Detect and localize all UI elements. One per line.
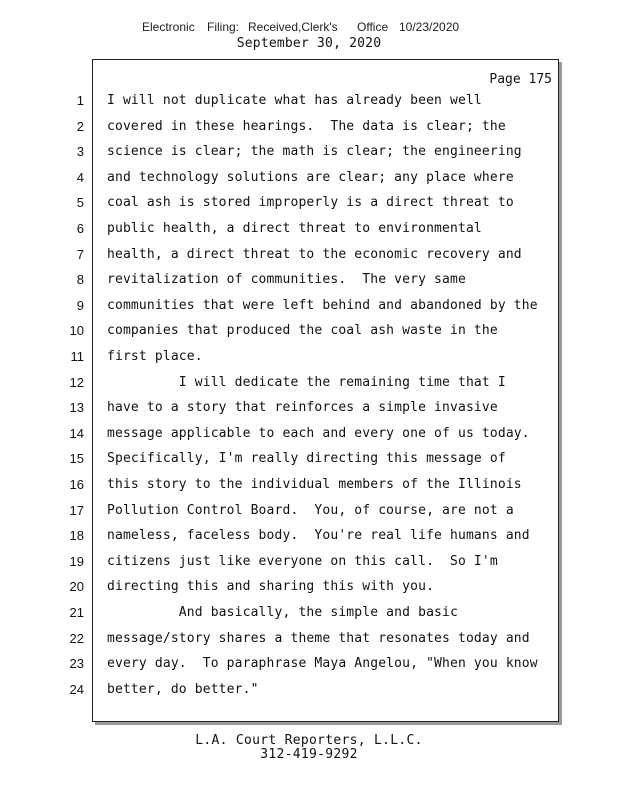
line-text: nameless, faceless body. You're real life humans and — [107, 528, 530, 544]
transcript-line — [0, 372, 618, 398]
line-text: public health, a direct threat to environmental — [107, 221, 482, 236]
line-number: 9 — [76, 297, 84, 313]
transcript-line — [0, 320, 618, 346]
line-number: 21 — [69, 605, 84, 620]
transcript-line — [0, 628, 618, 654]
transcript-line — [0, 295, 618, 321]
line-text: covered in these hearings. The data is clear; the — [107, 118, 506, 134]
transcript-line — [0, 269, 618, 295]
transcript-line — [0, 192, 618, 218]
line-text: this story to the individual members of the Illinois — [107, 477, 522, 492]
filing-type: Filing: — [207, 20, 240, 34]
line-number: 14 — [69, 425, 84, 441]
line-number: 22 — [69, 630, 84, 646]
transcript-line — [0, 576, 618, 602]
line-number: 5 — [76, 195, 84, 211]
line-number: 11 — [70, 349, 84, 364]
page-number: Page 175 — [489, 72, 552, 87]
transcript-line — [0, 346, 618, 372]
line-number: 19 — [69, 553, 84, 569]
transcript-line — [0, 397, 618, 423]
transcript-line — [0, 141, 618, 167]
reporter-phone: 312-419-9292 — [260, 747, 358, 762]
line-number: 3 — [76, 144, 84, 160]
transcript-line — [0, 679, 618, 705]
transcript-line — [0, 448, 618, 474]
line-number: 7 — [76, 246, 84, 262]
line-text: And basically, the simple and basic — [107, 605, 458, 620]
filing-received: Received,Clerk's — [248, 20, 338, 34]
line-text: message/story shares a theme that resonates today and — [107, 630, 530, 646]
transcript-line — [0, 244, 618, 270]
line-number: 24 — [69, 681, 84, 697]
line-text: I will not duplicate what has already been well — [107, 93, 482, 108]
line-text: Specifically, I'm really directing this message of — [107, 451, 506, 467]
filing-date: 10/23/2020 — [399, 20, 460, 34]
line-number: 1 — [76, 93, 84, 108]
line-text: first place. — [107, 349, 203, 364]
line-text: health, a direct threat to the economic recovery and — [107, 246, 522, 262]
filing-label: Electronic — [142, 20, 195, 34]
line-number: 20 — [69, 579, 84, 595]
transcript-line — [0, 167, 618, 193]
transcript-line — [0, 602, 618, 628]
line-text: I will dedicate the remaining time that I — [107, 374, 506, 390]
transcript-line — [0, 551, 618, 577]
line-text: science is clear; the math is clear; the engineering — [107, 144, 522, 160]
line-number: 16 — [69, 477, 84, 492]
line-number: 23 — [69, 656, 84, 672]
line-text: communities that were left behind and abandoned by the — [107, 297, 538, 313]
line-number: 13 — [69, 400, 84, 416]
line-text: directing this and sharing this with you. — [107, 579, 435, 595]
line-text: coal ash is stored improperly is a direct threat to — [107, 195, 514, 211]
line-number: 10 — [69, 323, 84, 339]
transcript-line — [0, 116, 618, 142]
line-number: 2 — [76, 118, 84, 134]
line-text: better, do better." — [107, 681, 259, 697]
line-text: Pollution Control Board. You, of course, are not a — [107, 502, 514, 518]
transcript-line — [0, 423, 618, 449]
transcript-line — [0, 90, 618, 116]
line-number: 4 — [76, 169, 84, 185]
line-number: 18 — [69, 528, 84, 544]
line-text: companies that produced the coal ash waste in the — [107, 323, 498, 339]
line-number: 8 — [76, 272, 84, 288]
line-number: 6 — [76, 221, 84, 236]
line-text: revitalization of communities. The very same — [107, 272, 466, 288]
line-text: every day. To paraphrase Maya Angelou, "When you know — [107, 656, 538, 672]
transcript-line — [0, 474, 618, 500]
transcript-line — [0, 500, 618, 526]
transcript-line — [0, 218, 618, 244]
filing-office: Office — [357, 20, 389, 34]
line-number: 17 — [69, 502, 84, 518]
line-text: have to a story that reinforces a simple invasive — [107, 400, 498, 416]
line-text: message applicable to each and every one of us today. — [107, 425, 530, 441]
line-text: and technology solutions are clear; any place where — [107, 169, 514, 185]
transcript-line — [0, 525, 618, 551]
line-number: 12 — [69, 374, 84, 390]
line-text: citizens just like everyone on this call. So I'm — [107, 553, 498, 569]
line-number: 15 — [69, 451, 84, 467]
reporter-company: L.A. Court Reporters, L.L.C. — [195, 733, 423, 748]
transcript-line — [0, 653, 618, 679]
hearing-date: September 30, 2020 — [236, 36, 382, 51]
